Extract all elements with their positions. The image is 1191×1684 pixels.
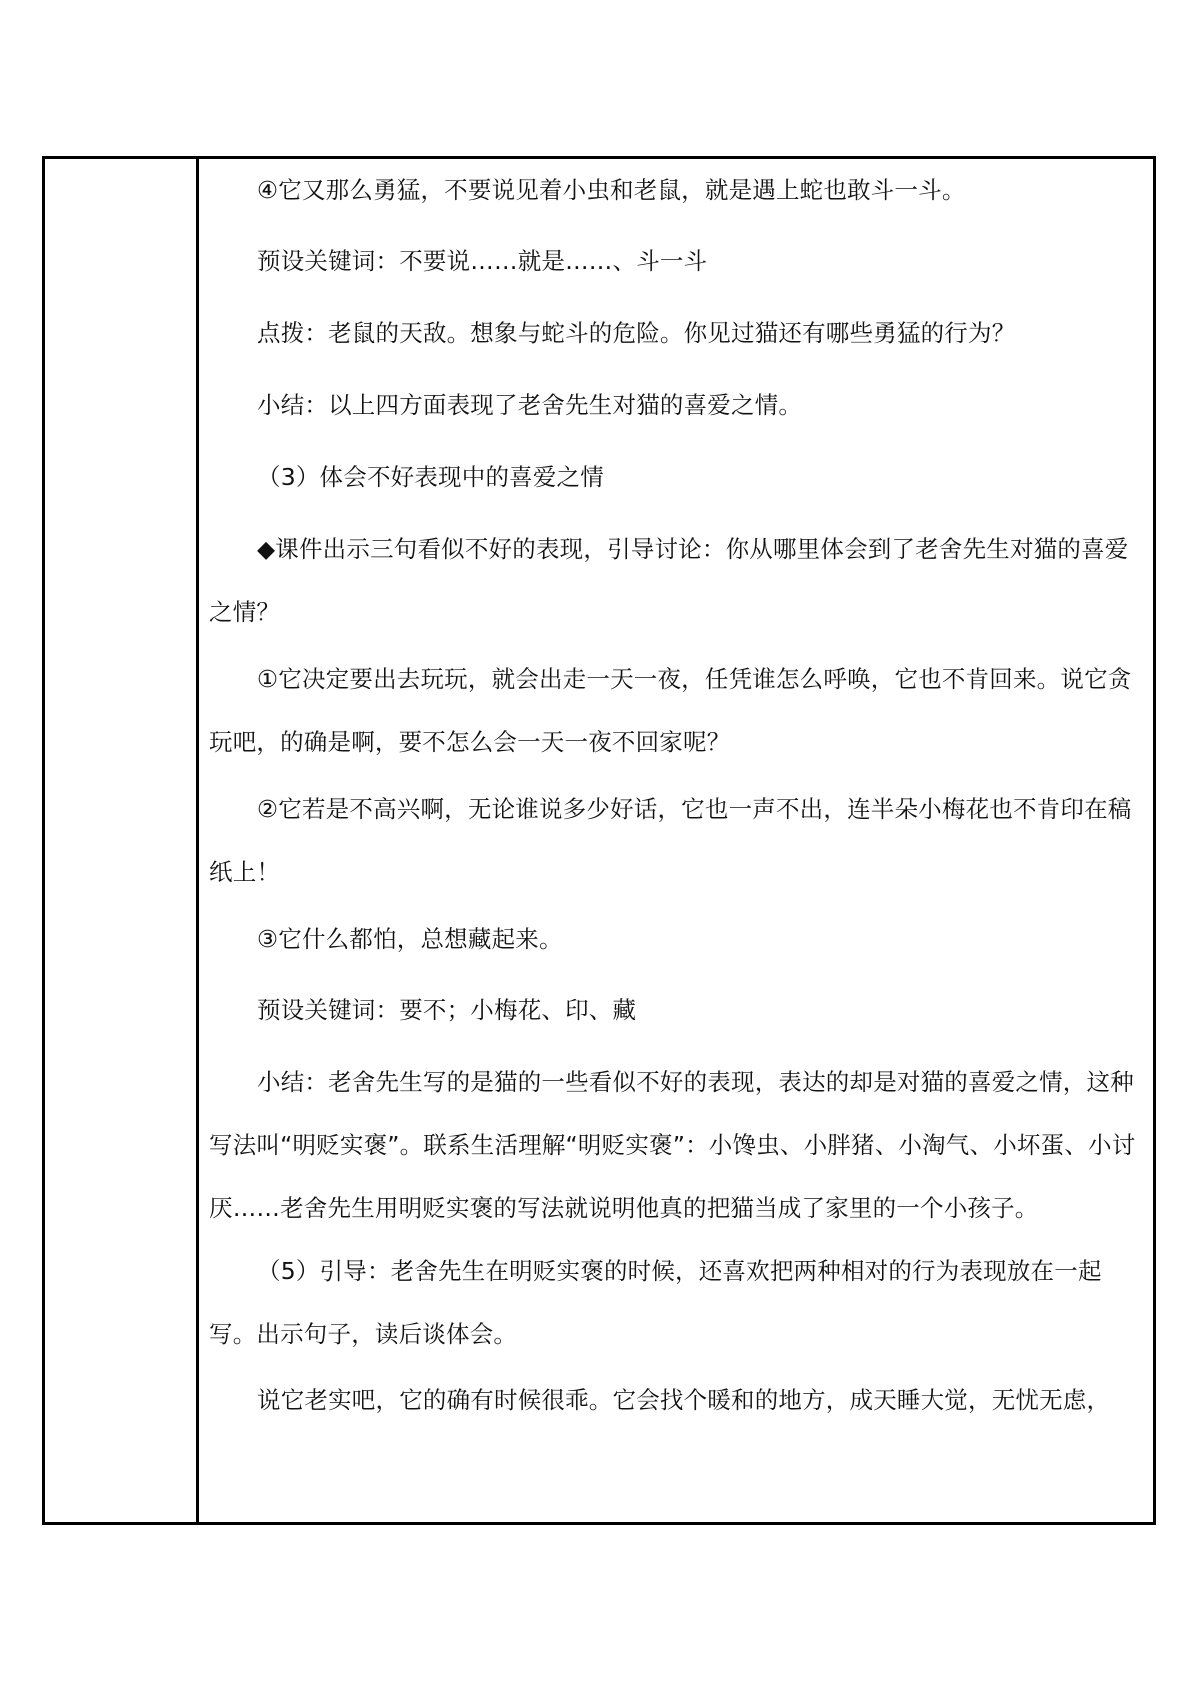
paragraph-section-3-heading: （3）体会不好表现中的喜爱之情: [257, 463, 604, 491]
right-column-content: [209, 159, 1139, 1522]
paragraph-keywords-1: 预设关键词：不要说……就是……、斗一斗: [257, 247, 708, 275]
paragraph-quote-start: 说它老实吧，它的确有时候很乖。它会找个暖和的地方，成天睡大觉，无忧无虑，: [257, 1386, 1111, 1414]
paragraph-section-5-guidance: （5）引导：老舍先生在明贬实褒的时候，还喜欢把两种相对的行为表现放在一起写。出示句子，读后谈体会。: [209, 1257, 1102, 1348]
paragraph-guidance: 点拨：老鼠的天敌。想象与蛇斗的危险。你见过猫还有哪些勇猛的行为？: [257, 319, 1016, 347]
column-divider: [196, 156, 199, 1525]
paragraph-example-3: ③它什么都怕，总想藏起来。: [257, 925, 563, 953]
paragraph-example-1: ①它决定要出去玩玩，就会出走一天一夜，任凭谁怎么呼唤，它也不肯回来。说它贪玩吧，的确是啊，要不怎么会一天一夜不回家呢？: [209, 665, 1132, 756]
paragraph-keywords-2: 预设关键词：要不；小梅花、印、藏: [257, 996, 637, 1024]
paragraph-summary-2: 小结：老舍先生写的是猫的一些看似不好的表现，表达的却是对猫的喜爱之情，这种写法叫“明贬实褒”。联系生活理解“明贬实褒”：小馋虫、小胖猪、小淘气、小坏蛋、小讨厌……老舍先生用明贬实褒的写法就说明他真的把猫当成了家里的一个小孩子。: [209, 1068, 1136, 1222]
paragraph-courseware-prompt: ◆课件出示三句看似不好的表现，引导讨论：你从哪里体会到了老舍先生对猫的喜爱之情？: [209, 535, 1129, 626]
paragraph-example-2: ②它若是不高兴啊，无论谁说多少好话，它也一声不出，连半朵小梅花也不肯印在稿纸上！: [209, 795, 1132, 886]
paragraph-summary-1: 小结：以上四方面表现了老舍先生对猫的喜爱之情。: [257, 391, 803, 419]
paragraph-bravery-example: ④它又那么勇猛，不要说见着小虫和老鼠，就是遇上蛇也敢斗一斗。: [257, 176, 966, 204]
left-column-cell: [45, 159, 196, 1522]
